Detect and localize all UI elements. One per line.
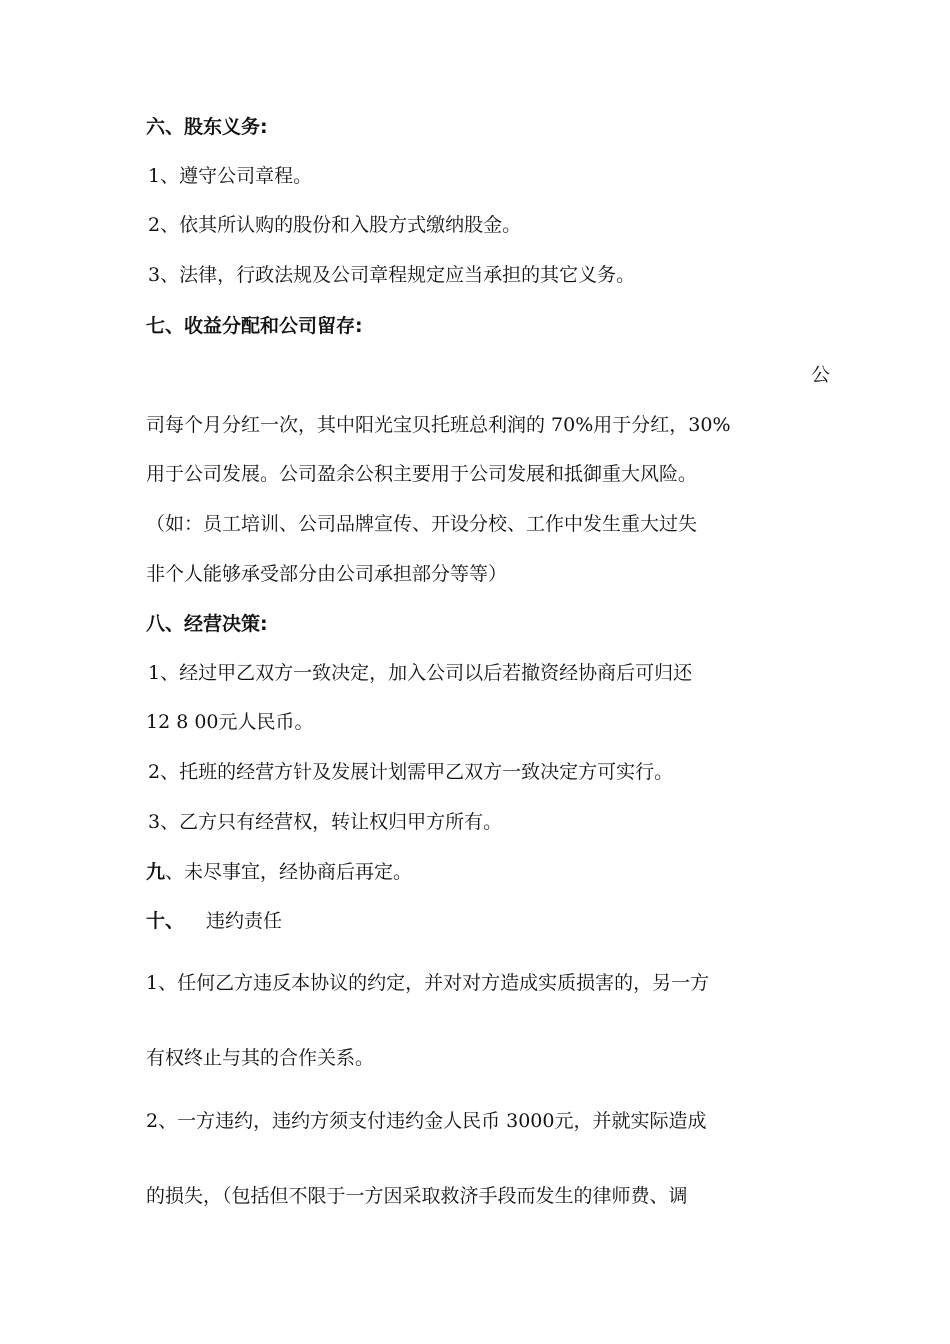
section-10-line-4: 的损失，（包括但不限于一方因采取救济手段而发生的律师费、调 <box>146 1185 688 1207</box>
section-7-para-start: 公 <box>810 364 830 386</box>
section-8-item-1: 1、经过甲乙双方一致决定，加入公司以后若撤资经协商后可归还 <box>148 662 693 684</box>
section-8-heading: 八、经营决策: <box>146 613 268 635</box>
section-9-text: 、未尽事宜，经协商后再定。 <box>165 861 413 883</box>
section-8-item-3: 3、乙方只有经营权，转让权归甲方所有。 <box>148 811 503 833</box>
section-8-item-1-cont: 12 8 00元人民币。 <box>146 711 314 733</box>
section-10-number: 十、 <box>146 910 185 932</box>
section-9-number: 九 <box>146 861 166 883</box>
section-7-heading: 七、收益分配和公司留存: <box>146 315 363 337</box>
section-9-line <box>146 861 412 884</box>
section-7-para-line-3: （如：员工培训、公司品牌宣传、开设分校、工作中发生重大过失 <box>146 513 698 535</box>
section-6-item-2: 2、依其所认购的股份和入股方式缴纳股金。 <box>148 214 522 236</box>
section-7-para-line-2: 用于公司发展。公司盈余公积主要用于公司发展和抵御重大风险。 <box>146 463 698 485</box>
section-10-title: 违约责任 <box>206 910 283 932</box>
section-7-para-line-1: 司每个月分红一次，其中阳光宝贝托班总利润的 70%用于分红，30% <box>146 414 731 436</box>
section-8-item-2: 2、托班的经营方针及发展计划需甲乙双方一致决定方可实行。 <box>148 761 674 783</box>
section-6-item-3: 3、法律，行政法规及公司章程规定应当承担的其它义务。 <box>148 264 636 286</box>
section-10-line-2: 有权终止与其的合作关系。 <box>146 1047 375 1069</box>
section-6-heading: 六、股东义务: <box>146 116 268 138</box>
section-10-line-3: 2、一方违约，违约方须支付违约金人民币 3000元，并就实际造成 <box>146 1110 707 1132</box>
section-10-line-1: 1、任何乙方违反本协议的约定，并对对方造成实质损害的，另一方 <box>146 972 710 994</box>
section-10-heading <box>146 910 282 933</box>
section-7-para-line-4: 非个人能够承受部分由公司承担部分等等） <box>146 563 508 585</box>
section-6-item-1: 1、遵守公司章程。 <box>148 165 313 187</box>
